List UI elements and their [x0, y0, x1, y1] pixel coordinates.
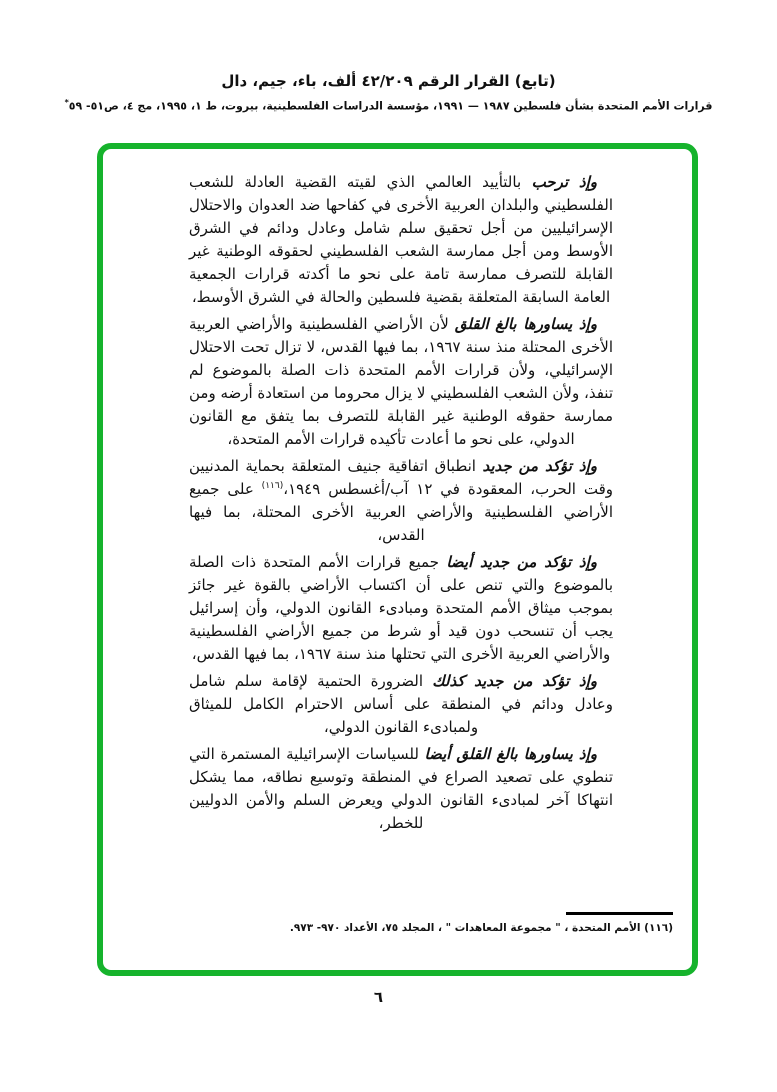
paragraph-body: بالتأييد العالمي الذي لقيته القضية العادلة للشعب الفلسطيني والبلدان العربية الأخرى في كفاحها ضد العدوان والاحتلال الإسرائيليين من أجل تحقيق سلم شامل وعادل ودائم في الشرق الأوسط ومن أجل ممارسة الشعب الفلسطيني لحقوقه الوطنية غير القابلة للتصرف ممارسة تامة على نحو ما أكدته قرارات الجمعية العامة السابقة المتعلقة بقضية فلسطين والحالة في الشرق الأوسط،: [189, 173, 613, 306]
paragraph-lead: وإذ تؤكد من جديد كذلك: [432, 672, 597, 690]
resolution-title: (تابع) القرار الرقم ٤٢/٢٠٩ ألف، باء، جيم، دال: [221, 72, 556, 90]
preambular-paragraph-6: [189, 743, 613, 835]
preambular-paragraph-4: [189, 551, 613, 666]
content-frame: [97, 143, 698, 976]
paragraph-lead: وإذ يساورها بالغ القلق أيضا: [424, 745, 597, 763]
paragraph-lead: وإذ يساورها بالغ القلق: [454, 315, 598, 333]
preambular-paragraph-5: [189, 670, 613, 739]
paragraph-body-continued: على جميع الأراضي الفلسطينية والأراضي العربية الأخرى المحتلة، بما فيها القدس،: [189, 480, 613, 544]
resolution-text: [189, 171, 613, 839]
citation-asterisk-mark: *: [64, 98, 69, 107]
page-number: ٦: [373, 988, 384, 1006]
footnote-divider: [566, 912, 673, 915]
paragraph-body: جميع قرارات الأمم المتحدة ذات الصلة بالموضوع والتي تنص على أن اكتساب الأراضي بالقوة غير جائز بموجب ميثاق الأمم المتحدة ومبادىء القانون الدولي، وأن إسرائيل يجب أن تنسحب دون قيد أو شرط من جميع الأراضي الفلسطينية والأراضي العربية الأخرى التي تحتلها منذ سنة ١٩٦٧، بما فيها القدس،: [189, 553, 613, 663]
paragraph-lead: وإذ ترحب: [531, 173, 597, 191]
paragraph-body: الضرورة الحتمية لإقامة سلم شامل وعادل ودائم في المنطقة على أساس الاحترام الكامل للميثاق ولمبادىء القانون الدولي،: [189, 672, 613, 736]
footnote-116: (١١٦) الأمم المتحدة ، " مجموعة المعاهدات " ، المجلد ٧٥، الأعداد ٩٧٠- ٩٧٣.: [289, 922, 673, 934]
paragraph-body: انطباق اتفاقية جنيف المتعلقة بحماية المدنيين وقت الحرب، المعقودة في ١٢ آب/أغسطس ١٩٤٩،: [189, 457, 613, 498]
paragraph-lead: وإذ تؤكد من جديد أيضا: [446, 553, 597, 571]
footnote-reference-116: (١١٦): [261, 481, 284, 491]
source-citation: [0, 98, 777, 113]
preambular-paragraph-3: [189, 455, 613, 547]
paragraph-body: للسياسات الإسرائيلية المستمرة التي تنطوي على تصعيد الصراع في المنطقة وتوسيع نطاقه، مما يشكل انتهاكا آخر لمبادىء القانون الدولي ويعرض السلم والأمن الدوليين للخطر،: [189, 745, 613, 832]
preambular-paragraph-2: [189, 313, 613, 451]
footnote-area: [153, 912, 673, 934]
source-citation-text: قرارات الأمم المتحدة بشأن فلسطين ١٩٨٧ — ١٩٩١، مؤسسة الدراسات الفلسطينية، بيروت، ط ١، ١٩٩٥، مج ٤، ص٥١- ٥٩: [68, 99, 713, 113]
paragraph-body: لأن الأراضي الفلسطينية والأراضي العربية الأخرى المحتلة منذ سنة ١٩٦٧، بما فيها القدس، لا تزال تحت الاحتلال الإسرائيلي، ولأن قرارات الأمم المتحدة ذات الصلة بالموضوع لم تنفذ، ولأن الشعب الفلسطيني لا يزال محروما من استعادة أرضه ومن ممارسة حقوقه الوطنية غير القابلة للتصرف بما يتفق مع القانون الدولي، على نحو ما أعادت تأكيده قرارات الأمم المتحدة،: [189, 315, 613, 448]
page-header: [0, 72, 777, 113]
paragraph-lead: وإذ تؤكد من جديد: [482, 457, 597, 475]
preambular-paragraph-1: [189, 171, 613, 309]
